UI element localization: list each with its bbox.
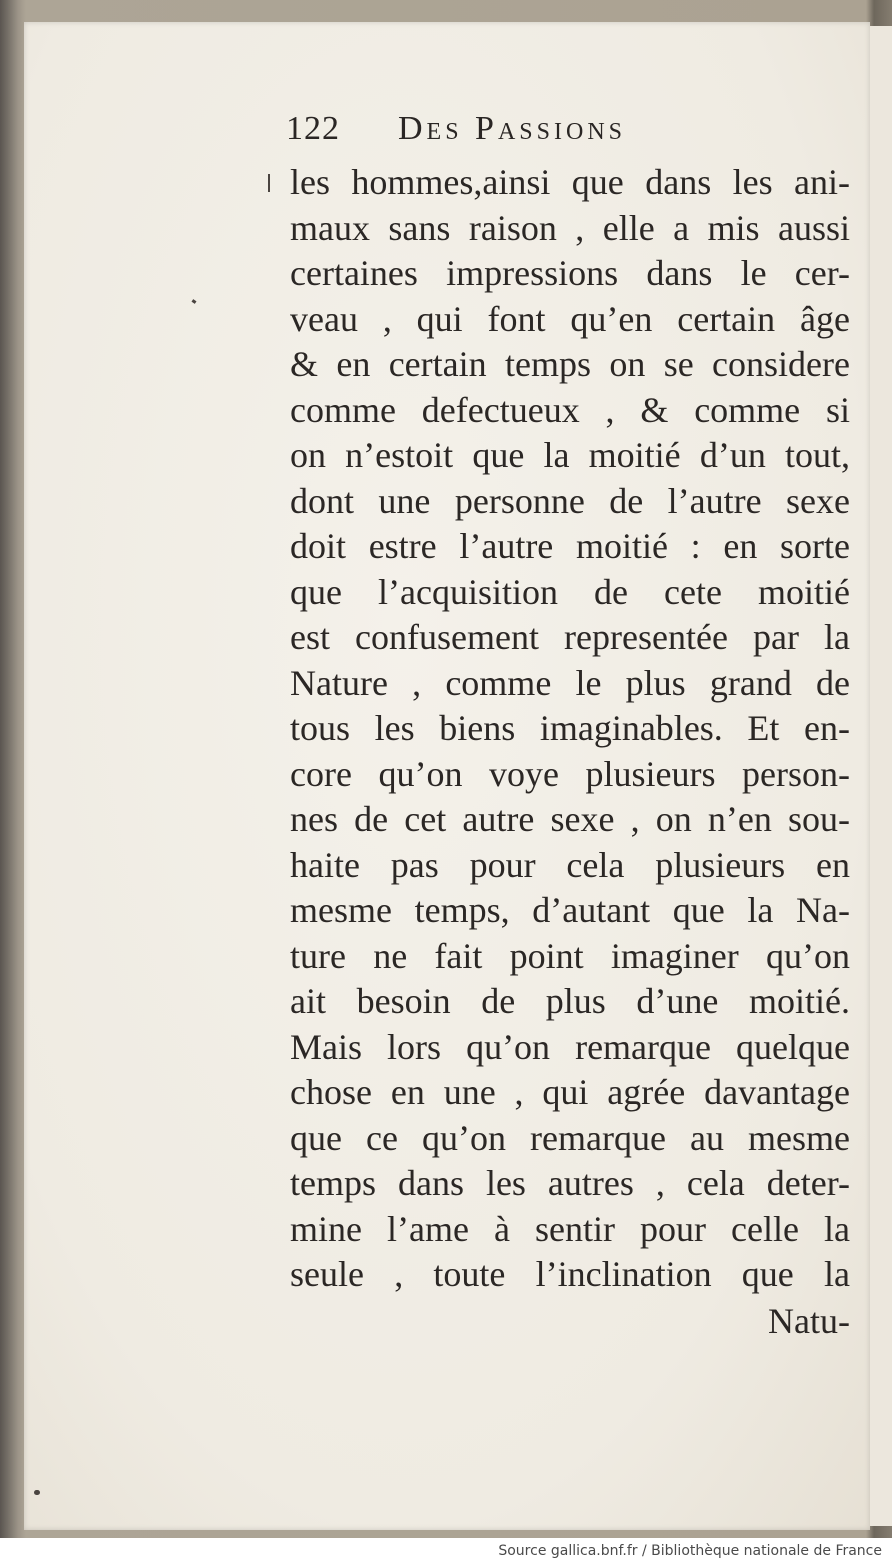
text-line: mine l’ame à sentir pour celle la: [290, 1208, 850, 1249]
text-line: chose en une , qui agrée davantage: [290, 1072, 850, 1112]
text-line: mesme temps, d’autant que la Na-: [290, 890, 850, 930]
body-text: [290, 160, 850, 1298]
running-head: Des Passions: [398, 110, 627, 147]
footer: [0, 1538, 892, 1566]
text-line: est confusement representée par la: [290, 617, 850, 657]
text-line: que ce qu’on remarque au mesme: [290, 1117, 850, 1158]
text-line: ture ne fait point imaginer qu’on: [290, 935, 850, 976]
ink-speck: [34, 1490, 40, 1495]
text-line: haite pas pour cela plusieurs en: [290, 844, 850, 885]
text-line: certaines impressions dans le cer-: [290, 253, 850, 293]
text-line: dont une personne de l’autre sexe: [290, 480, 850, 521]
text-line: core qu’on voye plusieurs person-: [290, 753, 850, 794]
page-number: 122: [286, 110, 340, 147]
source-credit: Source gallica.bnf.fr / Bibliothèque nationale de France: [498, 1543, 882, 1559]
text-line: maux sans raison , elle a mis aussi: [290, 207, 850, 248]
text-line: seule , toute l’inclination que la: [290, 1254, 850, 1294]
text-line: Nature , comme le plus grand de: [290, 662, 850, 703]
catchword: Natu-: [768, 1301, 850, 1341]
text-line: Mais lors qu’on remarque quelque: [290, 1026, 850, 1067]
text-line: les hommes,ainsi que dans les ani-: [290, 162, 850, 202]
text-line: que l’acquisition de cete moitié: [290, 571, 850, 612]
text-line: on n’estoit que la moitié d’un tout,: [290, 435, 850, 475]
ink-speck: [268, 174, 270, 192]
text-line: veau , qui font qu’en certain âge: [290, 298, 850, 339]
text-line: & en certain temps on se considere: [290, 344, 850, 384]
text-line: tous les biens imaginables. Et en-: [290, 708, 850, 748]
text-line: comme defectueux , & comme si: [290, 389, 850, 430]
page-header: [286, 108, 846, 154]
adjacent-page-edge: [870, 26, 892, 1526]
text-line: ait besoin de plus d’une moitié.: [290, 981, 850, 1021]
text-line: doit estre l’autre moitié : en sorte: [290, 526, 850, 566]
text-line: temps dans les autres , cela deter-: [290, 1163, 850, 1203]
text-line: nes de cet autre sexe , on n’en sou-: [290, 799, 850, 839]
